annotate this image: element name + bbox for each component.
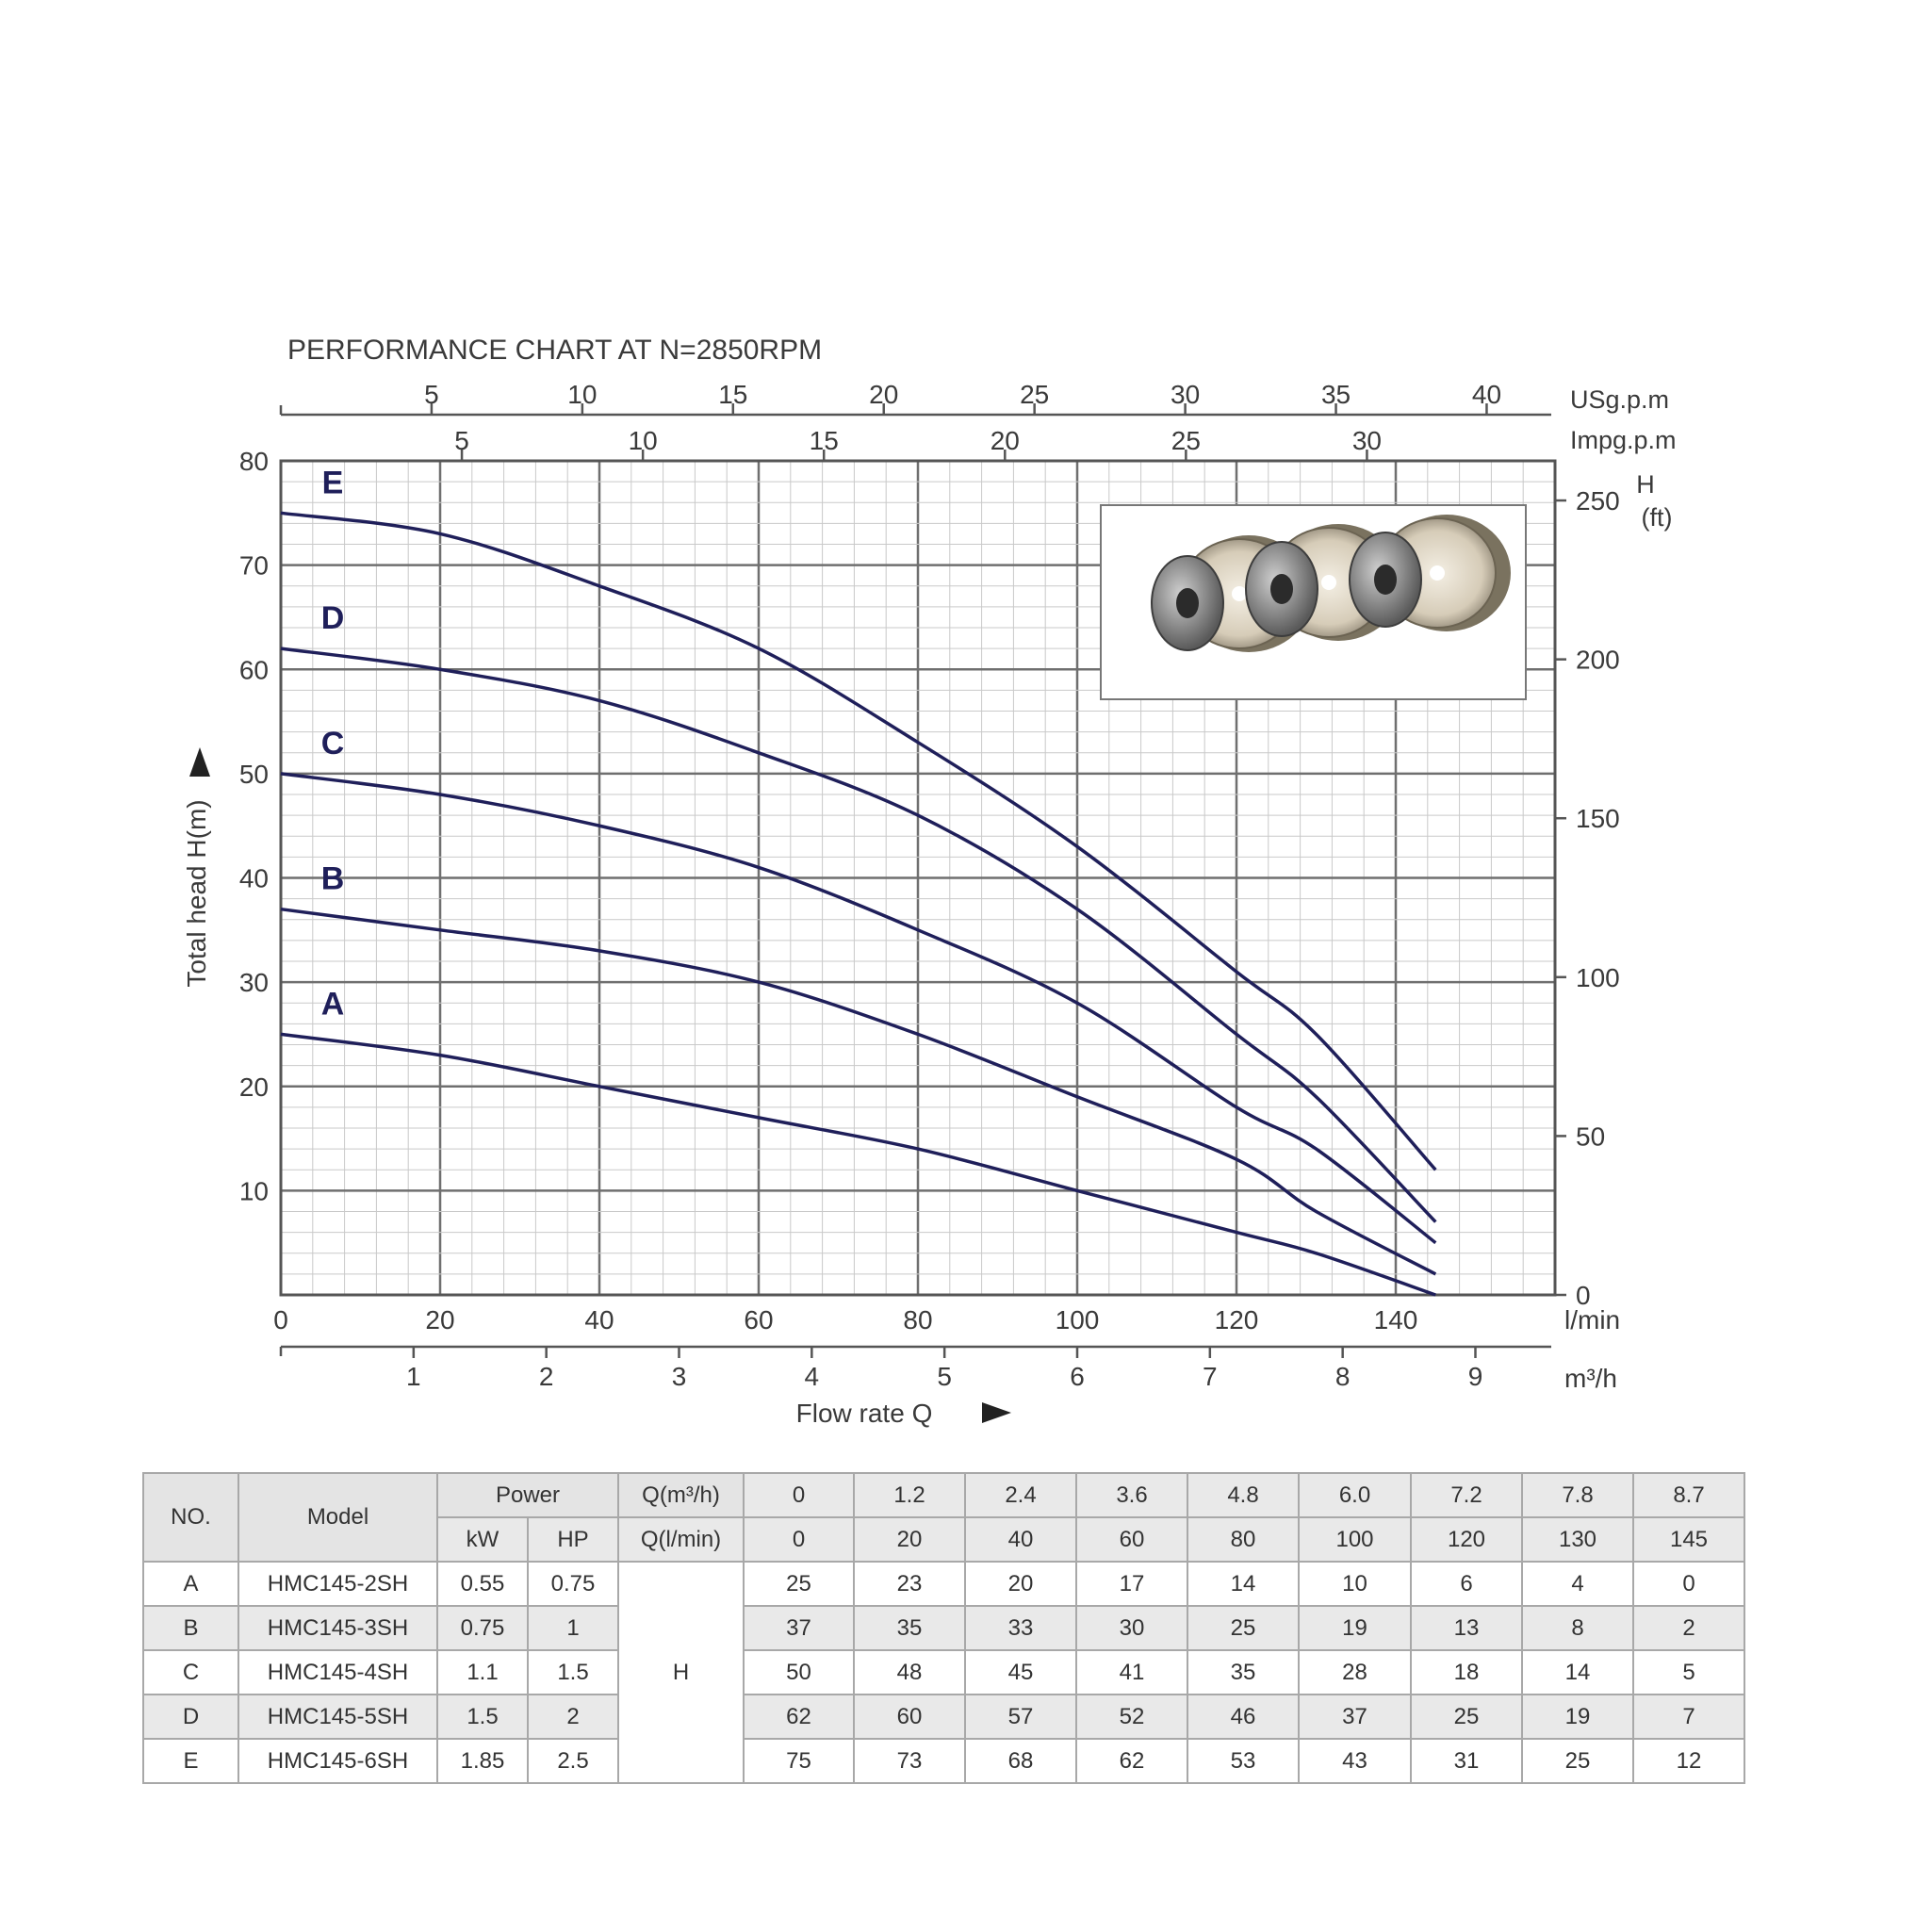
row-h: 20 [965, 1562, 1076, 1606]
row-h: 33 [965, 1606, 1076, 1650]
x-tick-label: 40 [584, 1305, 614, 1334]
curve-label-c: C [320, 725, 345, 761]
row-h: 35 [1187, 1650, 1299, 1695]
row-h: 8 [1522, 1606, 1633, 1650]
row-h: 28 [1299, 1650, 1411, 1695]
top-axis-1-label: 5 [424, 380, 439, 409]
y-tick-label: 80 [238, 447, 269, 476]
row-h: 31 [1411, 1739, 1522, 1783]
bottom-axis-2-label: 7 [1203, 1362, 1218, 1391]
q-lmin-value: 0 [744, 1517, 854, 1562]
row-h: 10 [1299, 1562, 1411, 1606]
x-tick-label: 140 [1373, 1305, 1418, 1334]
top-axis-2-label: 30 [1351, 426, 1383, 455]
row-h: 14 [1522, 1650, 1633, 1695]
row-h: 25 [1522, 1739, 1633, 1783]
row-h: 23 [854, 1562, 965, 1606]
top-axis-2-unit: Impg.p.m [1570, 426, 1677, 454]
row-h: 62 [1076, 1739, 1187, 1783]
right-tick-label: 200 [1576, 645, 1620, 675]
impeller-bore [1232, 586, 1247, 601]
top-axis-1-label: 10 [567, 380, 598, 409]
row-h: 13 [1411, 1606, 1522, 1650]
top-axis-1-unit: USg.p.m [1570, 385, 1670, 414]
bottom-axis-2-label: 3 [671, 1362, 687, 1391]
x-axis-arrow-icon [982, 1402, 1011, 1423]
top-axis-1-label: 15 [718, 380, 748, 409]
q-lmin-value: 20 [854, 1517, 965, 1562]
x-tick-label: 0 [273, 1305, 288, 1334]
table-row [143, 1739, 1744, 1783]
top-axis-1-label: 20 [869, 380, 899, 409]
top-axis-2-label: 10 [628, 426, 658, 455]
row-model: HMC145-4SH [238, 1650, 437, 1695]
chart-title: PERFORMANCE CHART AT N=2850RPM [287, 335, 823, 366]
row-h: 12 [1633, 1739, 1744, 1783]
row-kw: 0.55 [437, 1562, 528, 1606]
row-model: HMC145-3SH [238, 1606, 437, 1650]
top-axis-2-label: 25 [1171, 426, 1201, 455]
row-kw: 0.75 [437, 1606, 528, 1650]
row-h: 30 [1076, 1606, 1187, 1650]
row-hp: 0.75 [528, 1562, 618, 1606]
row-hp: 1 [528, 1606, 618, 1650]
top-axis-1-label: 25 [1020, 380, 1050, 409]
impeller-hub-hole [1270, 574, 1293, 604]
row-h: 25 [744, 1562, 854, 1606]
row-no: E [143, 1739, 238, 1783]
header-q-lmin: Q(l/min) [618, 1517, 744, 1562]
impeller-bore [1430, 565, 1445, 581]
right-tick-label: 50 [1576, 1122, 1606, 1152]
x-tick-label: 80 [903, 1305, 933, 1334]
q-m3h-value: 0 [744, 1473, 854, 1517]
y-tick-label: 70 [238, 550, 269, 581]
top-axis-2-label: 5 [454, 426, 469, 455]
row-kw: 1.1 [437, 1650, 528, 1695]
row-h: 2 [1633, 1606, 1744, 1650]
row-h: 6 [1411, 1562, 1522, 1606]
q-lmin-value: 80 [1187, 1517, 1299, 1562]
right-tick-label: 250 [1576, 486, 1620, 516]
row-h: 75 [744, 1739, 854, 1783]
row-kw: 1.85 [437, 1739, 528, 1783]
row-h: 35 [854, 1606, 965, 1650]
row-model: HMC145-6SH [238, 1739, 437, 1783]
y-tick-label: 40 [238, 863, 269, 893]
impeller-hub-hole [1374, 565, 1397, 595]
row-h: 60 [854, 1695, 965, 1739]
row-h: 37 [744, 1606, 854, 1650]
row-hp: 1.5 [528, 1650, 618, 1695]
performance-table [142, 1472, 1745, 1784]
row-h: 7 [1633, 1695, 1744, 1739]
top-axis-2-label: 20 [990, 426, 1020, 455]
q-m3h-value: 7.2 [1411, 1473, 1522, 1517]
x-axis-label: Flow rate Q [795, 1399, 933, 1428]
row-no: B [143, 1606, 238, 1650]
h-label: H [618, 1562, 744, 1783]
table-row [143, 1695, 1744, 1739]
row-hp: 2.5 [528, 1739, 618, 1783]
row-h: 0 [1633, 1562, 1744, 1606]
bottom-axis-2-label: 5 [937, 1362, 952, 1391]
bottom-axis-2-label: 1 [406, 1362, 421, 1391]
row-h: 53 [1187, 1739, 1299, 1783]
impeller-bore [1321, 575, 1336, 590]
row-h: 48 [854, 1650, 965, 1695]
row-h: 18 [1411, 1650, 1522, 1695]
table-row [143, 1606, 1744, 1650]
table-row [143, 1650, 1744, 1695]
row-h: 37 [1299, 1695, 1411, 1739]
y-axis-label: Total head H(m) [182, 799, 211, 988]
row-h: 62 [744, 1695, 854, 1739]
y-tick-label: 20 [238, 1072, 269, 1102]
row-model: HMC145-5SH [238, 1695, 437, 1739]
q-lmin-value: 100 [1299, 1517, 1411, 1562]
q-m3h-value: 8.7 [1633, 1473, 1744, 1517]
x-axis-unit-lmin: l/min [1564, 1305, 1621, 1334]
row-h: 14 [1187, 1562, 1299, 1606]
q-lmin-value: 40 [965, 1517, 1076, 1562]
q-m3h-value: 6.0 [1299, 1473, 1411, 1517]
y-tick-label: 50 [238, 759, 269, 789]
impeller-inset [1101, 505, 1526, 699]
y-tick-label: 10 [238, 1176, 269, 1206]
row-h: 57 [965, 1695, 1076, 1739]
right-axis-unit-h: H [1636, 470, 1655, 499]
top-axis-2-label: 15 [809, 426, 839, 455]
row-h: 25 [1411, 1695, 1522, 1739]
header-no: NO. [143, 1473, 238, 1562]
row-h: 5 [1633, 1650, 1744, 1695]
q-m3h-value: 7.8 [1522, 1473, 1633, 1517]
header-model: Model [238, 1473, 437, 1562]
row-h: 45 [965, 1650, 1076, 1695]
curve-label-b: B [320, 860, 345, 897]
row-h: 17 [1076, 1562, 1187, 1606]
curve-label-a: A [320, 986, 345, 1023]
right-tick-label: 100 [1576, 962, 1620, 992]
q-m3h-value: 1.2 [854, 1473, 965, 1517]
header-hp: HP [528, 1517, 618, 1562]
q-lmin-value: 60 [1076, 1517, 1187, 1562]
table-row [143, 1562, 1744, 1606]
y-tick-label: 30 [238, 968, 269, 998]
bottom-axis-2-label: 9 [1467, 1362, 1483, 1391]
row-h: 4 [1522, 1562, 1633, 1606]
y-axis-arrow-icon [189, 747, 210, 777]
row-no: D [143, 1695, 238, 1739]
bottom-axis-2-label: 8 [1334, 1362, 1351, 1391]
curve-label-d: D [320, 600, 345, 637]
top-axis-1-label: 30 [1171, 380, 1201, 409]
bottom-axis-2-label: 2 [538, 1362, 554, 1391]
header-kw: kW [437, 1517, 528, 1562]
x-tick-label: 20 [425, 1305, 455, 1334]
right-axis-unit-ft: (ft) [1641, 503, 1673, 532]
q-m3h-value: 2.4 [965, 1473, 1076, 1517]
curve-label-e: E [321, 465, 344, 501]
row-h: 25 [1187, 1606, 1299, 1650]
q-lmin-value: 130 [1522, 1517, 1633, 1562]
x-axis-unit-m3h: m³/h [1564, 1364, 1617, 1393]
row-h: 52 [1076, 1695, 1187, 1739]
row-hp: 2 [528, 1695, 618, 1739]
header-power: Power [437, 1473, 618, 1517]
row-no: C [143, 1650, 238, 1695]
row-h: 73 [854, 1739, 965, 1783]
right-tick-label: 150 [1576, 804, 1620, 834]
header-q-m3h: Q(m³/h) [618, 1473, 744, 1517]
row-no: A [143, 1562, 238, 1606]
q-m3h-value: 3.6 [1076, 1473, 1187, 1517]
row-h: 68 [965, 1739, 1076, 1783]
q-lmin-value: 145 [1633, 1517, 1744, 1562]
row-h: 19 [1522, 1695, 1633, 1739]
q-lmin-value: 120 [1411, 1517, 1522, 1562]
row-h: 43 [1299, 1739, 1411, 1783]
impeller-hub-hole [1176, 588, 1199, 618]
y-tick-label: 60 [238, 655, 269, 685]
x-tick-label: 60 [744, 1305, 774, 1334]
top-axis-1-label: 40 [1471, 380, 1502, 409]
x-tick-label: 120 [1214, 1305, 1259, 1334]
row-kw: 1.5 [437, 1695, 528, 1739]
row-h: 50 [744, 1650, 854, 1695]
q-m3h-value: 4.8 [1187, 1473, 1299, 1517]
bottom-axis-2-label: 6 [1070, 1362, 1085, 1391]
row-h: 46 [1187, 1695, 1299, 1739]
row-h: 19 [1299, 1606, 1411, 1650]
row-h: 41 [1076, 1650, 1187, 1695]
right-tick-label: 0 [1576, 1281, 1591, 1310]
row-model: HMC145-2SH [238, 1562, 437, 1606]
bottom-axis-2-label: 4 [804, 1362, 820, 1391]
x-tick-label: 100 [1055, 1305, 1100, 1334]
top-axis-1-label: 35 [1320, 380, 1351, 409]
